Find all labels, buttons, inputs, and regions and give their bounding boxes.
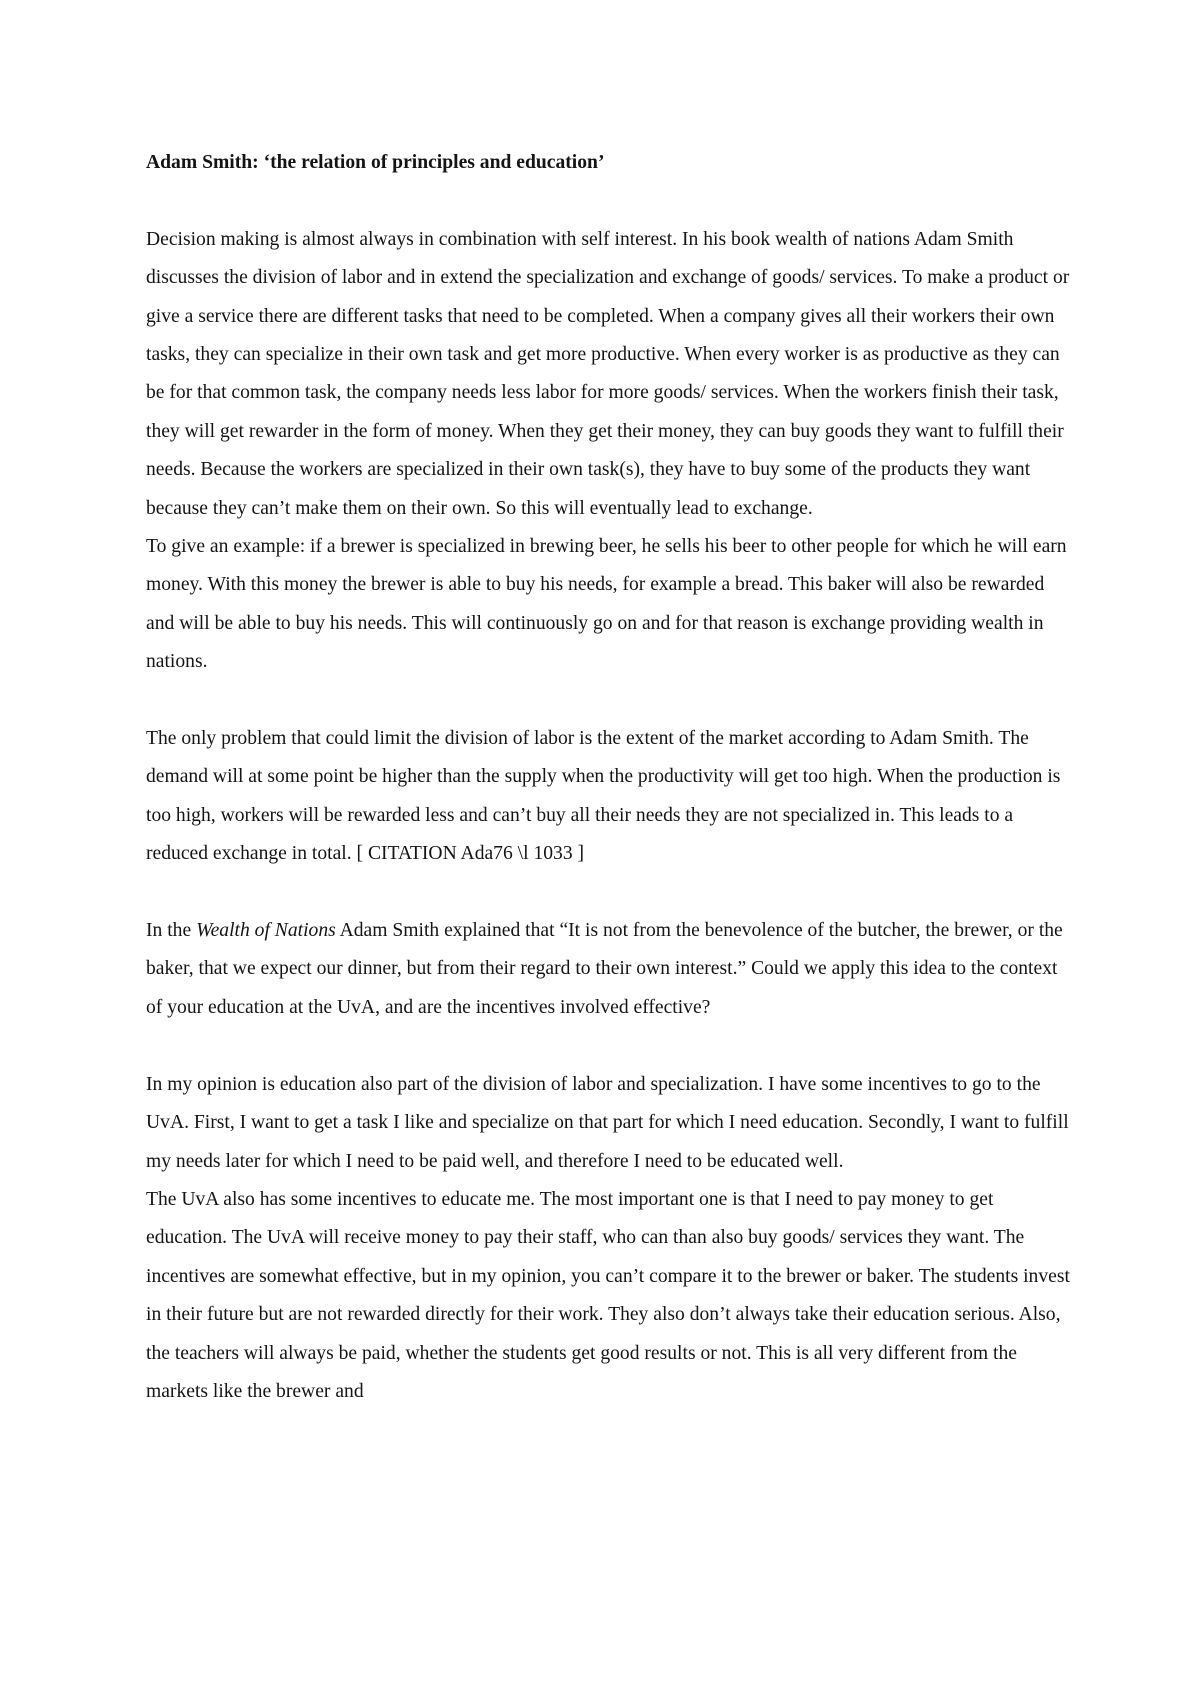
paragraph-4	[146, 912, 1076, 1027]
paragraph-4-rest: Adam Smith explained that “It is not from the benevolence of the butcher, the brewer, or the baker, that we expect our dinner, but from their regard to their own interest.” Could we apply this idea to the context of your education at the UvA, and are the incentives involved effective?	[146, 920, 1063, 1018]
paragraph-5: In my opinion is education also part of the division of labor and specialization. I have some incentives to go to the UvA. First, I want to get a task I like and specialize on that part for which I need education. Secondly, I want to fulfill my needs later for which I need to be paid well, and therefore I need to be educated well.	[146, 1073, 1069, 1172]
spacer	[146, 182, 1076, 220]
spacer	[146, 1027, 1076, 1065]
paragraph-3: The only problem that could limit the division of labor is the extent of the market according to Adam Smith. The demand will at some point be higher than the supply when the productivity will get too high. When the production is too high, workers will be rewarded less and can’t buy all their needs they are not specialized in. This leads to a reduced exchange in total. [ CITATION Ada76 \l 1033 ]	[146, 728, 1061, 865]
paragraph-6: The UvA also has some incentives to educate me. The most important one is that I need to pay money to get education. The UvA will receive money to pay their staff, who can than also buy goods/ services they want. The incentives are somewhat effective, but in my opinion, you can’t compare it to the brewer or baker. The students invest in their future but are not rewarded directly for their work. They also don’t always take their education serious. Also, the teachers will always be paid, whether the students get good results or not. This is all very different from the markets like the brewer and	[146, 1188, 1070, 1402]
document-page	[146, 144, 1076, 1411]
paragraph-1: Decision making is almost always in combination with self interest. In his book wealth of nations Adam Smith discusses the division of labor and in extend the specialization and exchange of goods/ services. To make a product or give a service there are different tasks that need to be completed. When a company gives all their workers their own tasks, they can specialize in their own task and get more productive. When every worker is as productive as they can be for that common task, the company needs less labor for more goods/ services. When the workers finish their task, they will get rewarder in the form of money. When they get their money, they can buy goods they want to fulfill their needs. Because the workers are specialized in their own task(s), they have to buy some of the products they want because they can’t make them on their own. So this will eventually lead to exchange.	[146, 228, 1070, 519]
book-title-italic: Wealth of Nations	[196, 920, 336, 942]
paragraph-2: To give an example: if a brewer is specialized in brewing beer, he sells his beer to other people for which he will earn money. With this money the brewer is able to buy his needs, for example a bread. This baker will also be rewarded and will be able to buy his needs. This will continuously go on and for that reason is exchange providing wealth in nations.	[146, 536, 1067, 673]
document-title: Adam Smith: ‘the relation of principles and education’	[146, 152, 605, 173]
spacer	[146, 874, 1076, 912]
spacer	[146, 682, 1076, 720]
paragraph-4-lead: In the	[146, 920, 197, 942]
